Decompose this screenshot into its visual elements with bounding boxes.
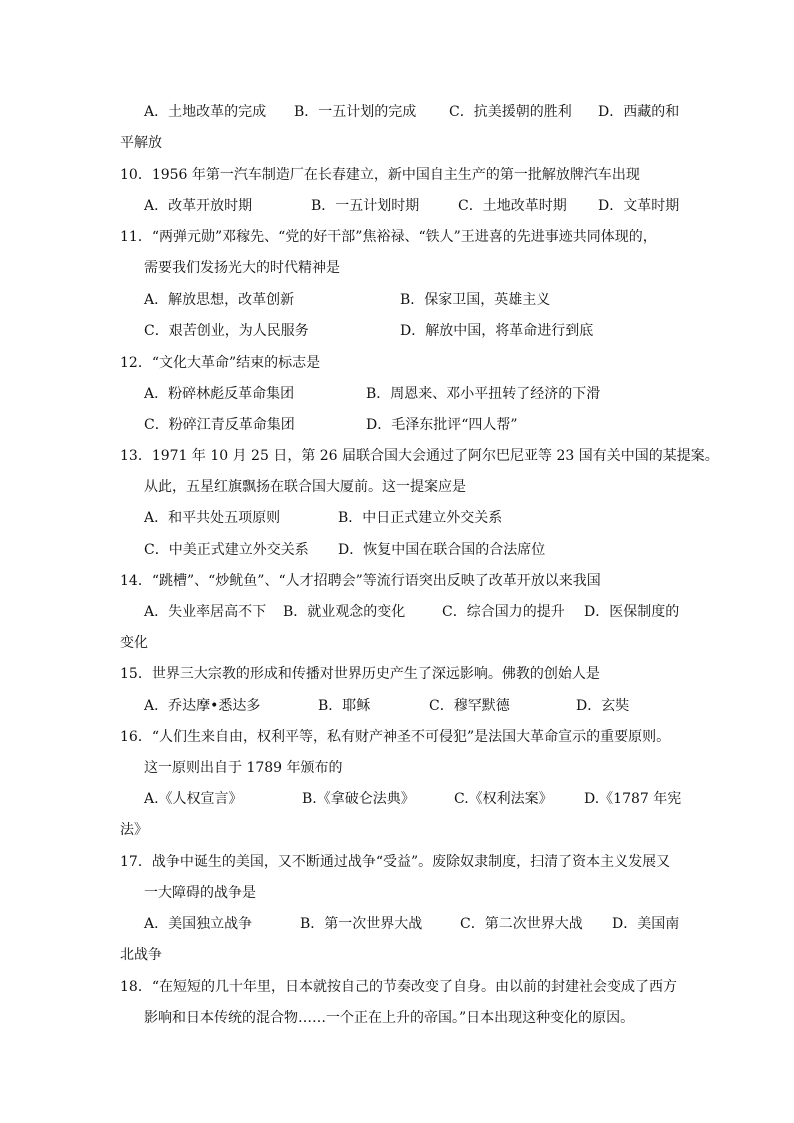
q12-option-c: C．粉碎江青反革命集团 (144, 417, 295, 433)
q14-stem: 14．“跳槽”、“炒鱿鱼”、“人才招聘会”等流行语突出反映了改革开放以来我国 (120, 573, 601, 589)
q15-option-a: A．乔达摩•悉达多 (144, 698, 261, 714)
q14-option-a: A．失业率居高不下 (144, 604, 267, 620)
q14-option-d-wrap: 变化 (120, 635, 148, 651)
q17-option-c: C．第二次世界大战 (460, 916, 583, 932)
q14-option-d: D．医保制度的 (584, 604, 680, 620)
q9-option-c: C．抗美援朝的胜利 (449, 104, 572, 120)
q16-option-c: C.《权利法案》 (454, 791, 553, 807)
q11-stem-cont: 需要我们发扬光大的时代精神是 (144, 260, 340, 276)
q12-stem: 12．“文化大革命”结束的标志是 (120, 355, 321, 371)
q16-option-a: A.《人权宣言》 (144, 791, 243, 807)
q11-stem: 11．“两弹元勋”邓稼先、“党的好干部”焦裕禄、“铁人”王进喜的先进事迹共同体现的， (120, 229, 657, 245)
q13-option-c: C．中美正式建立外交关系 (144, 542, 309, 558)
q15-option-b: B．耶稣 (318, 698, 371, 714)
q16-option-d-wrap: 法》 (120, 822, 148, 838)
q9-option-b: B．一五计划的完成 (294, 104, 417, 120)
q10-option-a: A．改革开放时期 (144, 198, 253, 214)
q9-option-a: A．土地改革的完成 (144, 104, 267, 120)
q11-option-a: A．解放思想，改革创新 (144, 292, 295, 308)
q17-option-d-wrap: 北战争 (120, 947, 162, 963)
q13-option-a: A．和平共处五项原则 (144, 510, 281, 526)
q11-option-c: C．艰苦创业，为人民服务 (144, 323, 309, 339)
q15-option-d: D．玄奘 (576, 698, 630, 714)
q10-option-c: C．土地改革时期 (458, 198, 567, 214)
q14-option-c: C．综合国力的提升 (442, 604, 565, 620)
q17-stem: 17．战争中诞生的美国，又不断通过战争“受益”。废除奴隶制度，扫清了资本主义发展又 (120, 854, 671, 870)
q13-option-d: D．恢复中国在联合国的合法席位 (338, 542, 546, 558)
q11-option-b: B．保家卫国，英雄主义 (400, 292, 551, 308)
q10-option-d: D．文革时期 (598, 198, 680, 214)
q15-stem: 15．世界三大宗教的形成和传播对世界历史产生了深远影响。佛教的创始人是 (120, 666, 600, 682)
q10-option-b: B．一五计划时期 (311, 198, 420, 214)
q18-stem: 18．“在短短的几十年里，日本就按自己的节奏改变了自身。由以前的封建社会变成了西方 (120, 979, 677, 995)
q13-stem: 13．1971 年 10 月 25 日，第 26 届联合国大会通过了阿尔巴尼亚等 23 国有关中国的某提案。 (120, 448, 719, 464)
q16-stem: 16．“人们生来自由，权利平等，私有财产神圣不可侵犯”是法国大革命宣示的重要原则。 (120, 729, 671, 745)
q16-option-b: B.《拿破仑法典》 (302, 791, 415, 807)
q13-stem-cont: 从此，五星红旗飘扬在联合国大厦前。这一提案应是 (144, 479, 466, 495)
q14-option-b: B．就业观念的变化 (283, 604, 406, 620)
q17-option-a: A．美国独立战争 (144, 916, 253, 932)
q10-stem: 10．1956 年第一汽车制造厂在长春建立，新中国自主生产的第一批解放牌汽车出现 (120, 167, 640, 183)
q12-option-a: A．粉碎林彪反革命集团 (144, 386, 295, 402)
q9-option-d: D．西藏的和 (598, 104, 680, 120)
q16-stem-cont: 这一原则出自于 1789 年颁布的 (144, 760, 343, 776)
q18-stem-cont: 影响和日本传统的混合物……一个正在上升的帝国。”日本出现这种变化的原因。 (144, 1010, 635, 1026)
q12-option-d: D．毛泽东批评“四人帮” (366, 417, 518, 433)
q16-option-d: D.《1787 年宪 (584, 791, 682, 807)
q12-option-b: B．周恩来、邓小平扭转了经济的下滑 (366, 386, 601, 402)
q9-option-d-wrap: 平解放 (120, 135, 162, 151)
q15-option-c: C．穆罕默德 (429, 698, 510, 714)
q11-option-d: D．解放中国，将革命进行到底 (400, 323, 594, 339)
q17-option-b: B．第一次世界大战 (300, 916, 423, 932)
q17-option-d: D．美国南 (612, 916, 680, 932)
q13-option-b: B．中日正式建立外交关系 (338, 510, 503, 526)
q17-stem-cont: 一大障碍的战争是 (144, 885, 256, 901)
